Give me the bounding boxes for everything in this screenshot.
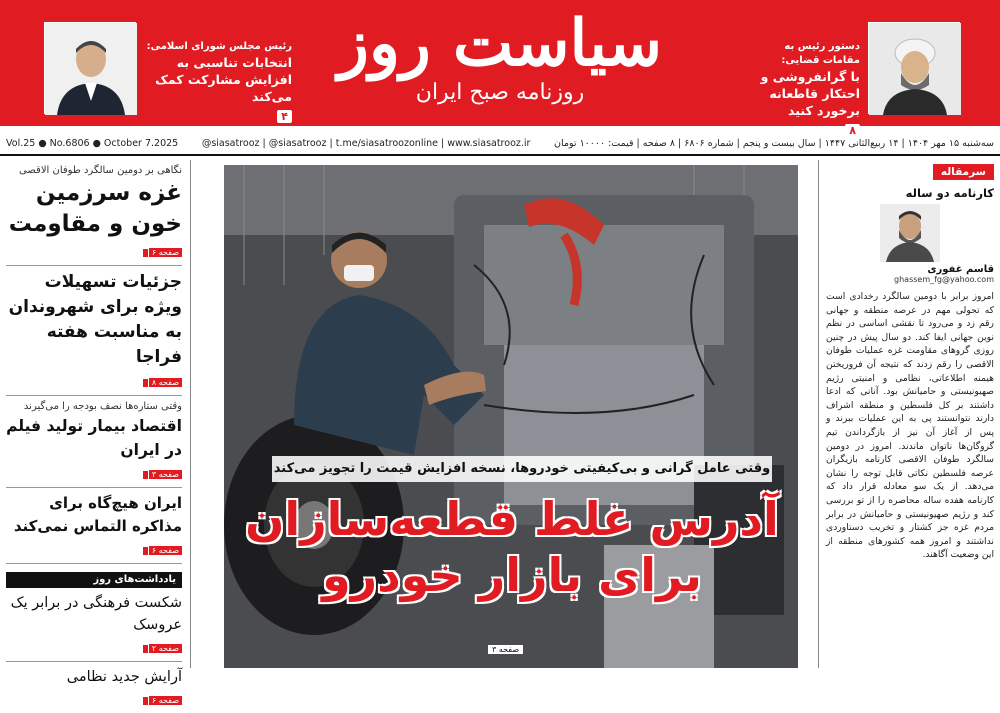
story-film-economy[interactable] [6,396,182,488]
issue-date-line: سه‌شنبه ۱۵ مهر ۱۴۰۴ | ۱۴ ربیع‌الثانی ۱۴۴۷ | سال بیست و پنجم | شماره ۶۸۰۶ | ۸ صفحه | قیمت: ۱۰۰۰۰ تومان [554,138,994,149]
issue-info-strip [0,134,1000,156]
header-right-kicker: دستور رئیس به مقامات قضایی: [781,41,860,66]
story-gaza[interactable] [6,160,182,266]
header-teaser-right[interactable] [750,0,1000,137]
column-divider [818,160,819,668]
header-right-headline: با گرانفروشی و احتکار قاطعانه برخورد کنید [760,69,860,118]
main-story-kicker: وقتی عامل گرانی و بی‌کیفیتی خودروها، نسخه افزایش قیمت را تجویز می‌کند [272,456,772,482]
story-page-ref: صفحه ۶ [149,248,182,257]
story-page-ref: صفحه ۶ [149,546,182,555]
note-headline: شکست فرهنگی در برابر یک عروسک [10,595,182,633]
header-teaser-left-text [142,40,292,124]
story-page-ref: صفحه ۸ [149,378,182,387]
editorial-author-email[interactable]: ghassem_fg@yahoo.com [894,275,994,284]
parliament-speaker-portrait [44,22,136,114]
header-right-page: ۸ [845,124,860,137]
story-kicker: نگاهی بر دومین سالگرد طوفان الاقصی [19,165,182,176]
header-left-headline: انتخابات تناسبی به افزایش مشارکت کمک می‌کند [155,55,292,104]
note-cultural-defeat[interactable] [6,588,182,662]
social-handles[interactable]: @siasatrooz | @siasatrooz | t.me/siasatroozonline | www.siasatrooz.ir [201,138,531,149]
story-headline: جزئیات تسهیلات ویژه برای شهروندان به مناسبت هفته فراجا [8,272,182,367]
logo-title: سیاست روز [338,6,662,81]
note-headline: آرایش جدید نظامی [66,669,182,685]
header-left-kicker: رئیس مجلس شورای اسلامی: [146,41,292,52]
story-page-ref: صفحه ۳ [149,470,182,479]
editorial-body: امروز برابر با دومین سالگرد رخدادی است که تحولی مهم در عرصه منطقه و جهانی رقم زد و می‌رود تا نقشی اساسی در نظم نوین جهانی ایفا کند. دو سال پیش در چنین روزی گروهای مقاومت غزه عملیات طوفان الاقصی را رقم زدند که نتیجه آن فروریختن هیمنه اطلاعاتی، نظامی و امنیتی رژیم صهیونیستی و حامیانش بود. آنانی که ادعا داشتند بر کل فلسطین و منطقه اشراف دارند نتوانستند پی به این عملیات ببرند و پس از آغاز آن نیز از بازگرداندن تیم گروگان‌ها ناتوان ماندند. امروز در دومین سالگرد طوفان الاقصی کارنامه بازیگران عرصه فلسطین نکاتی قابل توجه را نشان می‌دهد. از یک سو معادله قرار داد که کارنامه هفده ساله محاصره را از تو بررسی کند و رژیم صهیونیستی و حامیانش در برابر مردم غزه جز کشتار و تخریب دستاوردی نداشتند و امروز همه کشورهای منطقه از این وضعیت آگاهند. [826,291,994,561]
story-kicker: وقتی ستاره‌ها نصف بودجه را می‌گیرند [23,401,182,412]
editorial-title[interactable]: کارنامه دو ساله [905,186,994,200]
newspaper-logo[interactable] [330,2,670,120]
header-left-page: ۴ [277,110,292,123]
note-military-arrangement[interactable] [6,662,182,713]
issue-number-en: Vol.25 ● No.6806 ● October 7.2025 [6,138,179,149]
logo-subtitle: روزنامه صبح ایران [415,80,585,105]
portrait-illustration [45,23,137,115]
main-story-page-ref: صفحه ۳ [488,645,523,654]
editorial-section-tag: سرمقاله [933,164,994,180]
main-story-headline: آدرس غلط قطعه‌سازان برای بازار خودرو [245,492,779,602]
portrait-illustration [869,23,961,115]
story-headline: ایران هیچ‌گاه برای مذاکره التماس نمی‌کند [13,494,182,535]
author-photo-illustration [880,204,940,262]
note-page-ref: صفحه ۲ [149,644,182,653]
notes-section-label: یادداشت‌های روز [6,572,182,588]
left-news-column [6,160,182,705]
editorial-column [826,160,994,668]
story-headline: اقتصاد بیمار تولید فیلم در ایران [6,417,182,459]
story-headline: غزه سرزمین خون و مقاومت [8,180,182,237]
author-avatar [880,204,940,262]
main-story-photo[interactable] [224,165,798,668]
note-page-ref: صفحه ۶ [149,696,182,705]
judiciary-chief-portrait [868,22,960,114]
story-negotiation[interactable] [6,488,182,564]
header-teaser-left[interactable] [0,0,300,126]
column-divider [190,160,191,668]
header-teaser-right-text [750,40,860,138]
masthead-banner [0,0,1000,137]
story-police-week[interactable] [6,266,182,396]
editorial-author: قاسم غفوری [927,264,994,275]
